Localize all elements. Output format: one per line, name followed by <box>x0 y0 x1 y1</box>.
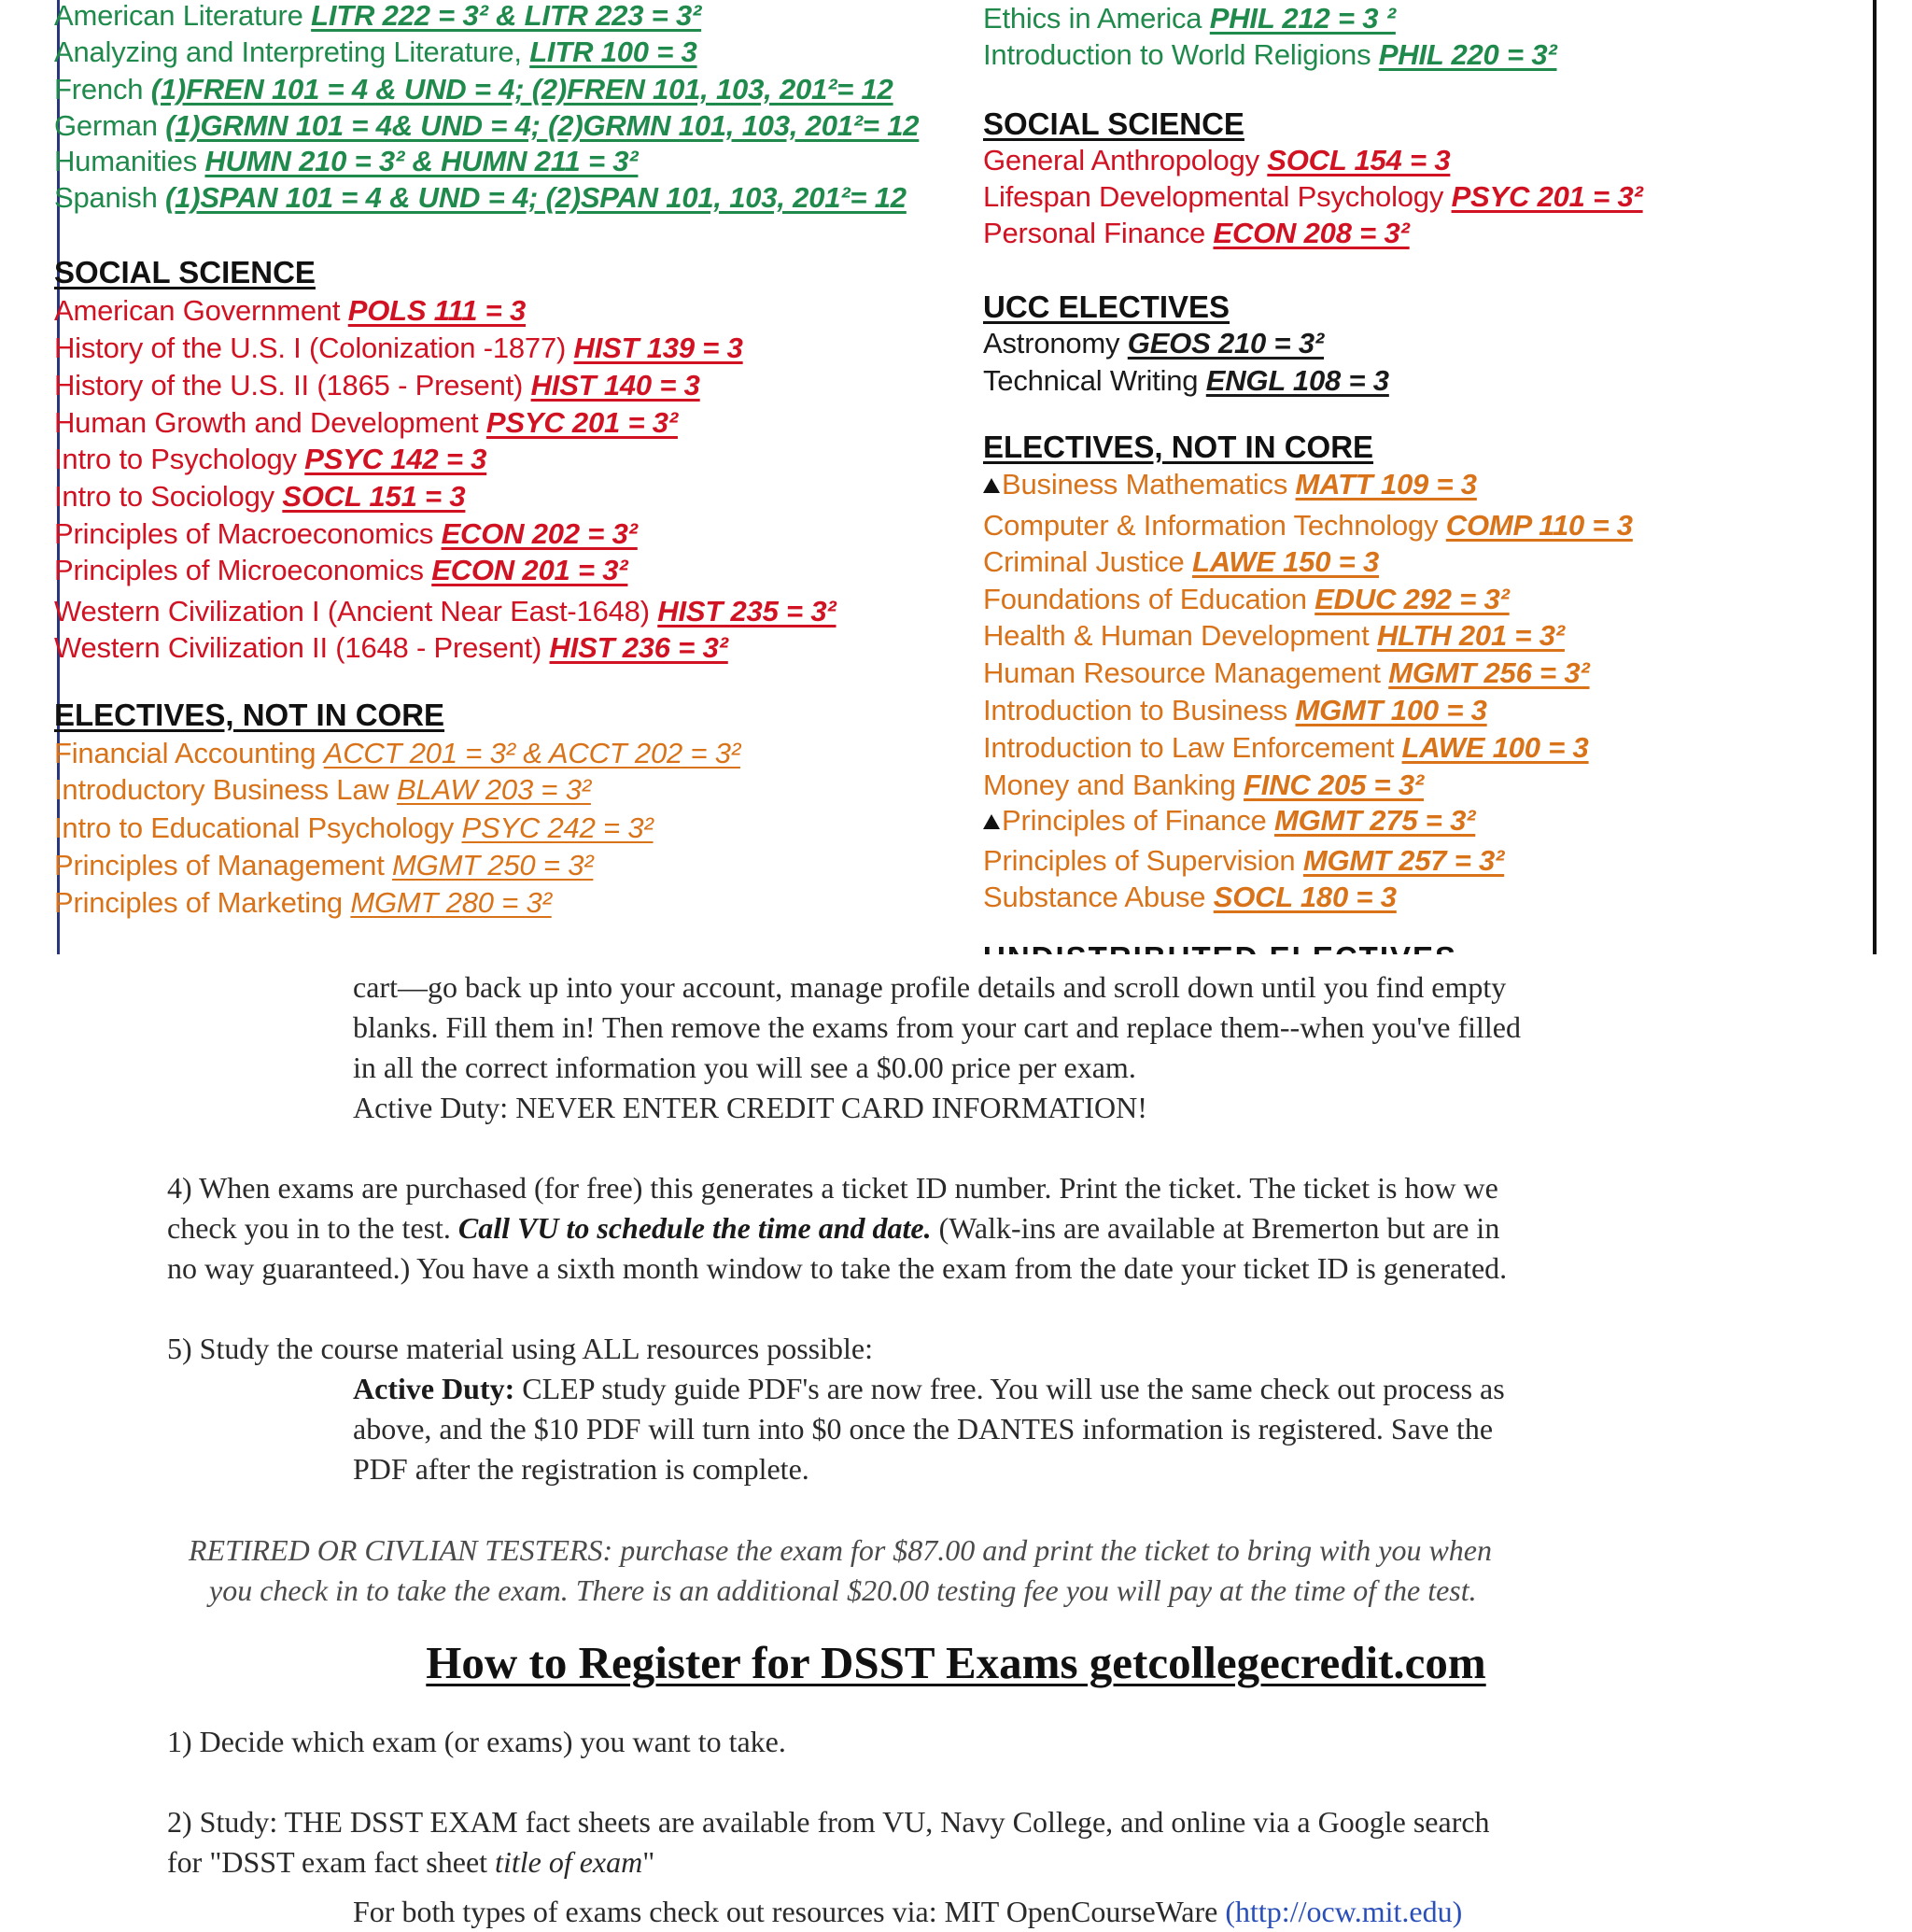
course-row: Western Civilization II (1648 - Present) HIST 236 = 3² <box>54 631 728 664</box>
step5-line: Active Duty: CLEP study guide PDF's are now free. You will use the same check out process as <box>353 1372 1505 1405</box>
course-row: Criminal Justice LAWE 150 = 3 <box>983 545 1380 578</box>
dsst-section-title: How to Register for DSST Exams getcollegecredit.com <box>426 1637 1486 1688</box>
course-row: French (1)FREN 101 = 4 & UND = 4; (2)FREN 101, 103, 201²= 12 <box>54 73 893 106</box>
course-row: Principles of Microeconomics ECON 201 = 3² <box>54 554 628 586</box>
course-row: Human Growth and Development PSYC 201 = 3² <box>54 406 678 439</box>
course-row: Principles of Management MGMT 250 = 3² <box>54 849 594 881</box>
triangle-marker-icon <box>983 814 1000 829</box>
electives-heading: ELECTIVES, NOT IN CORE <box>54 698 445 732</box>
course-row: American Literature LITR 222 = 3² & LITR 223 = 3² <box>54 0 702 32</box>
step3-line: blanks. Fill them in! Then remove the exams from your cart and replace them--when you've filled <box>353 1010 1521 1044</box>
course-row: Analyzing and Interpreting Literature, LITR 100 = 3 <box>54 35 697 68</box>
course-row: Intro to Sociology SOCL 151 = 3 <box>54 480 466 513</box>
course-equivalency-table <box>0 0 1912 954</box>
course-row: Astronomy GEOS 210 = 3² <box>983 327 1324 360</box>
course-row: Introduction to Law Enforcement LAWE 100 = 3 <box>983 731 1589 764</box>
course-row: Introduction to World Religions PHIL 220 = 3² <box>983 38 1557 71</box>
step4-line: check you in to the test. Call VU to schedule the time and date. (Walk-ins are available at Bremerton but are in <box>167 1211 1500 1245</box>
retired-note: you check in to take the exam. There is an additional $20.00 testing fee you will pay at the time of the test. <box>209 1573 1477 1607</box>
course-row: Money and Banking FINC 205 = 3² <box>983 769 1424 801</box>
right-border-line <box>1873 0 1877 954</box>
course-row: Principles of Finance MGMT 275 = 3² <box>983 803 1475 839</box>
course-row: Western Civilization I (Ancient Near East-1648) HIST 235 = 3² <box>54 595 836 628</box>
step4-line: no way guaranteed.) You have a sixth month window to take the exam from the date your ticket ID is generated. <box>167 1251 1508 1285</box>
course-row: Principles of Supervision MGMT 257 = 3² <box>983 844 1505 877</box>
course-row: Ethics in America PHIL 212 = 3 ² <box>983 2 1396 35</box>
retired-note: RETIRED OR CIVLIAN TESTERS: purchase the exam for $87.00 and print the ticket to bring with you when <box>189 1533 1492 1567</box>
course-row: Principles of Macroeconomics ECON 202 = 3² <box>54 517 638 550</box>
step5-intro: 5) Study the course material using ALL resources possible: <box>167 1332 873 1365</box>
dsst-step1: 1) Decide which exam (or exams) you want to take. <box>167 1725 786 1758</box>
course-row: Substance Abuse SOCL 180 = 3 <box>983 881 1397 913</box>
dsst-step2-line: for "DSST exam fact sheet title of exam" <box>167 1845 655 1879</box>
course-row: Lifespan Developmental Psychology PSYC 201 = 3² <box>983 180 1643 213</box>
step3-line: cart—go back up into your account, manage profile details and scroll down until you find empty <box>353 970 1507 1004</box>
course-row: Principles of Marketing MGMT 280 = 3² <box>54 886 552 919</box>
course-row: Introduction to Business MGMT 100 = 3 <box>983 694 1487 726</box>
mit-ocw-link[interactable]: (http://ocw.mit.edu) <box>1225 1895 1463 1928</box>
resources-line: For both types of exams check out resources via: MIT OpenCourseWare (http://ocw.mit.edu) <box>353 1895 1463 1928</box>
course-row: Health & Human Development HLTH 201 = 3² <box>983 619 1565 652</box>
course-row: History of the U.S. II (1865 - Present) HIST 140 = 3 <box>54 369 700 402</box>
ucc-electives-heading: UCC ELECTIVES <box>983 289 1230 324</box>
dsst-step2-line: 2) Study: THE DSST EXAM fact sheets are available from VU, Navy College, and online via a Google search <box>167 1805 1490 1839</box>
course-row: General Anthropology SOCL 154 = 3 <box>983 144 1451 176</box>
course-row: Foundations of Education EDUC 292 = 3² <box>983 583 1510 615</box>
step5-line: above, and the $10 PDF will turn into $0 once the DANTES information is registered. Save the <box>353 1412 1494 1445</box>
course-row: Personal Finance ECON 208 = 3² <box>983 217 1410 249</box>
step3-line: in all the correct information you will see a $0.00 price per exam. <box>353 1051 1136 1084</box>
course-row: Spanish (1)SPAN 101 = 4 & UND = 4; (2)SPAN 101, 103, 201²= 12 <box>54 181 907 214</box>
course-row: Human Resource Management MGMT 256 = 3² <box>983 656 1590 689</box>
social-science-heading: SOCIAL SCIENCE <box>54 255 316 289</box>
registration-instructions <box>0 954 1912 1928</box>
course-row: Technical Writing ENGL 108 = 3 <box>983 364 1389 397</box>
step5-line: PDF after the registration is complete. <box>353 1452 809 1486</box>
course-row: Intro to Psychology PSYC 142 = 3 <box>54 443 487 475</box>
course-row: Financial Accounting ACCT 201 = 3² & ACCT 202 = 3² <box>54 737 740 769</box>
step4-line: 4) When exams are purchased (for free) this generates a ticket ID number. Print the ticket. The ticket is how we <box>167 1171 1498 1205</box>
course-row: Business Mathematics MATT 109 = 3 <box>983 467 1477 502</box>
course-row: Introductory Business Law BLAW 203 = 3² <box>54 773 591 806</box>
triangle-marker-icon <box>983 478 1000 493</box>
active-duty-warning: Active Duty: NEVER ENTER CREDIT CARD INFORMATION! <box>353 1091 1147 1124</box>
course-row: American Government POLS 111 = 3 <box>54 294 527 327</box>
course-row: German (1)GRMN 101 = 4& UND = 4; (2)GRMN 101, 103, 201²= 12 <box>54 109 920 142</box>
course-row: Computer & Information Technology COMP 110 = 3 <box>983 509 1633 542</box>
electives-heading: ELECTIVES, NOT IN CORE <box>983 430 1374 464</box>
course-row: Humanities HUMN 210 = 3² & HUMN 211 = 3² <box>54 145 639 177</box>
social-science-heading: SOCIAL SCIENCE <box>983 106 1244 141</box>
course-row: History of the U.S. I (Colonization -1877) HIST 139 = 3 <box>54 331 743 364</box>
course-row: Intro to Educational Psychology PSYC 242 = 3² <box>54 811 654 844</box>
